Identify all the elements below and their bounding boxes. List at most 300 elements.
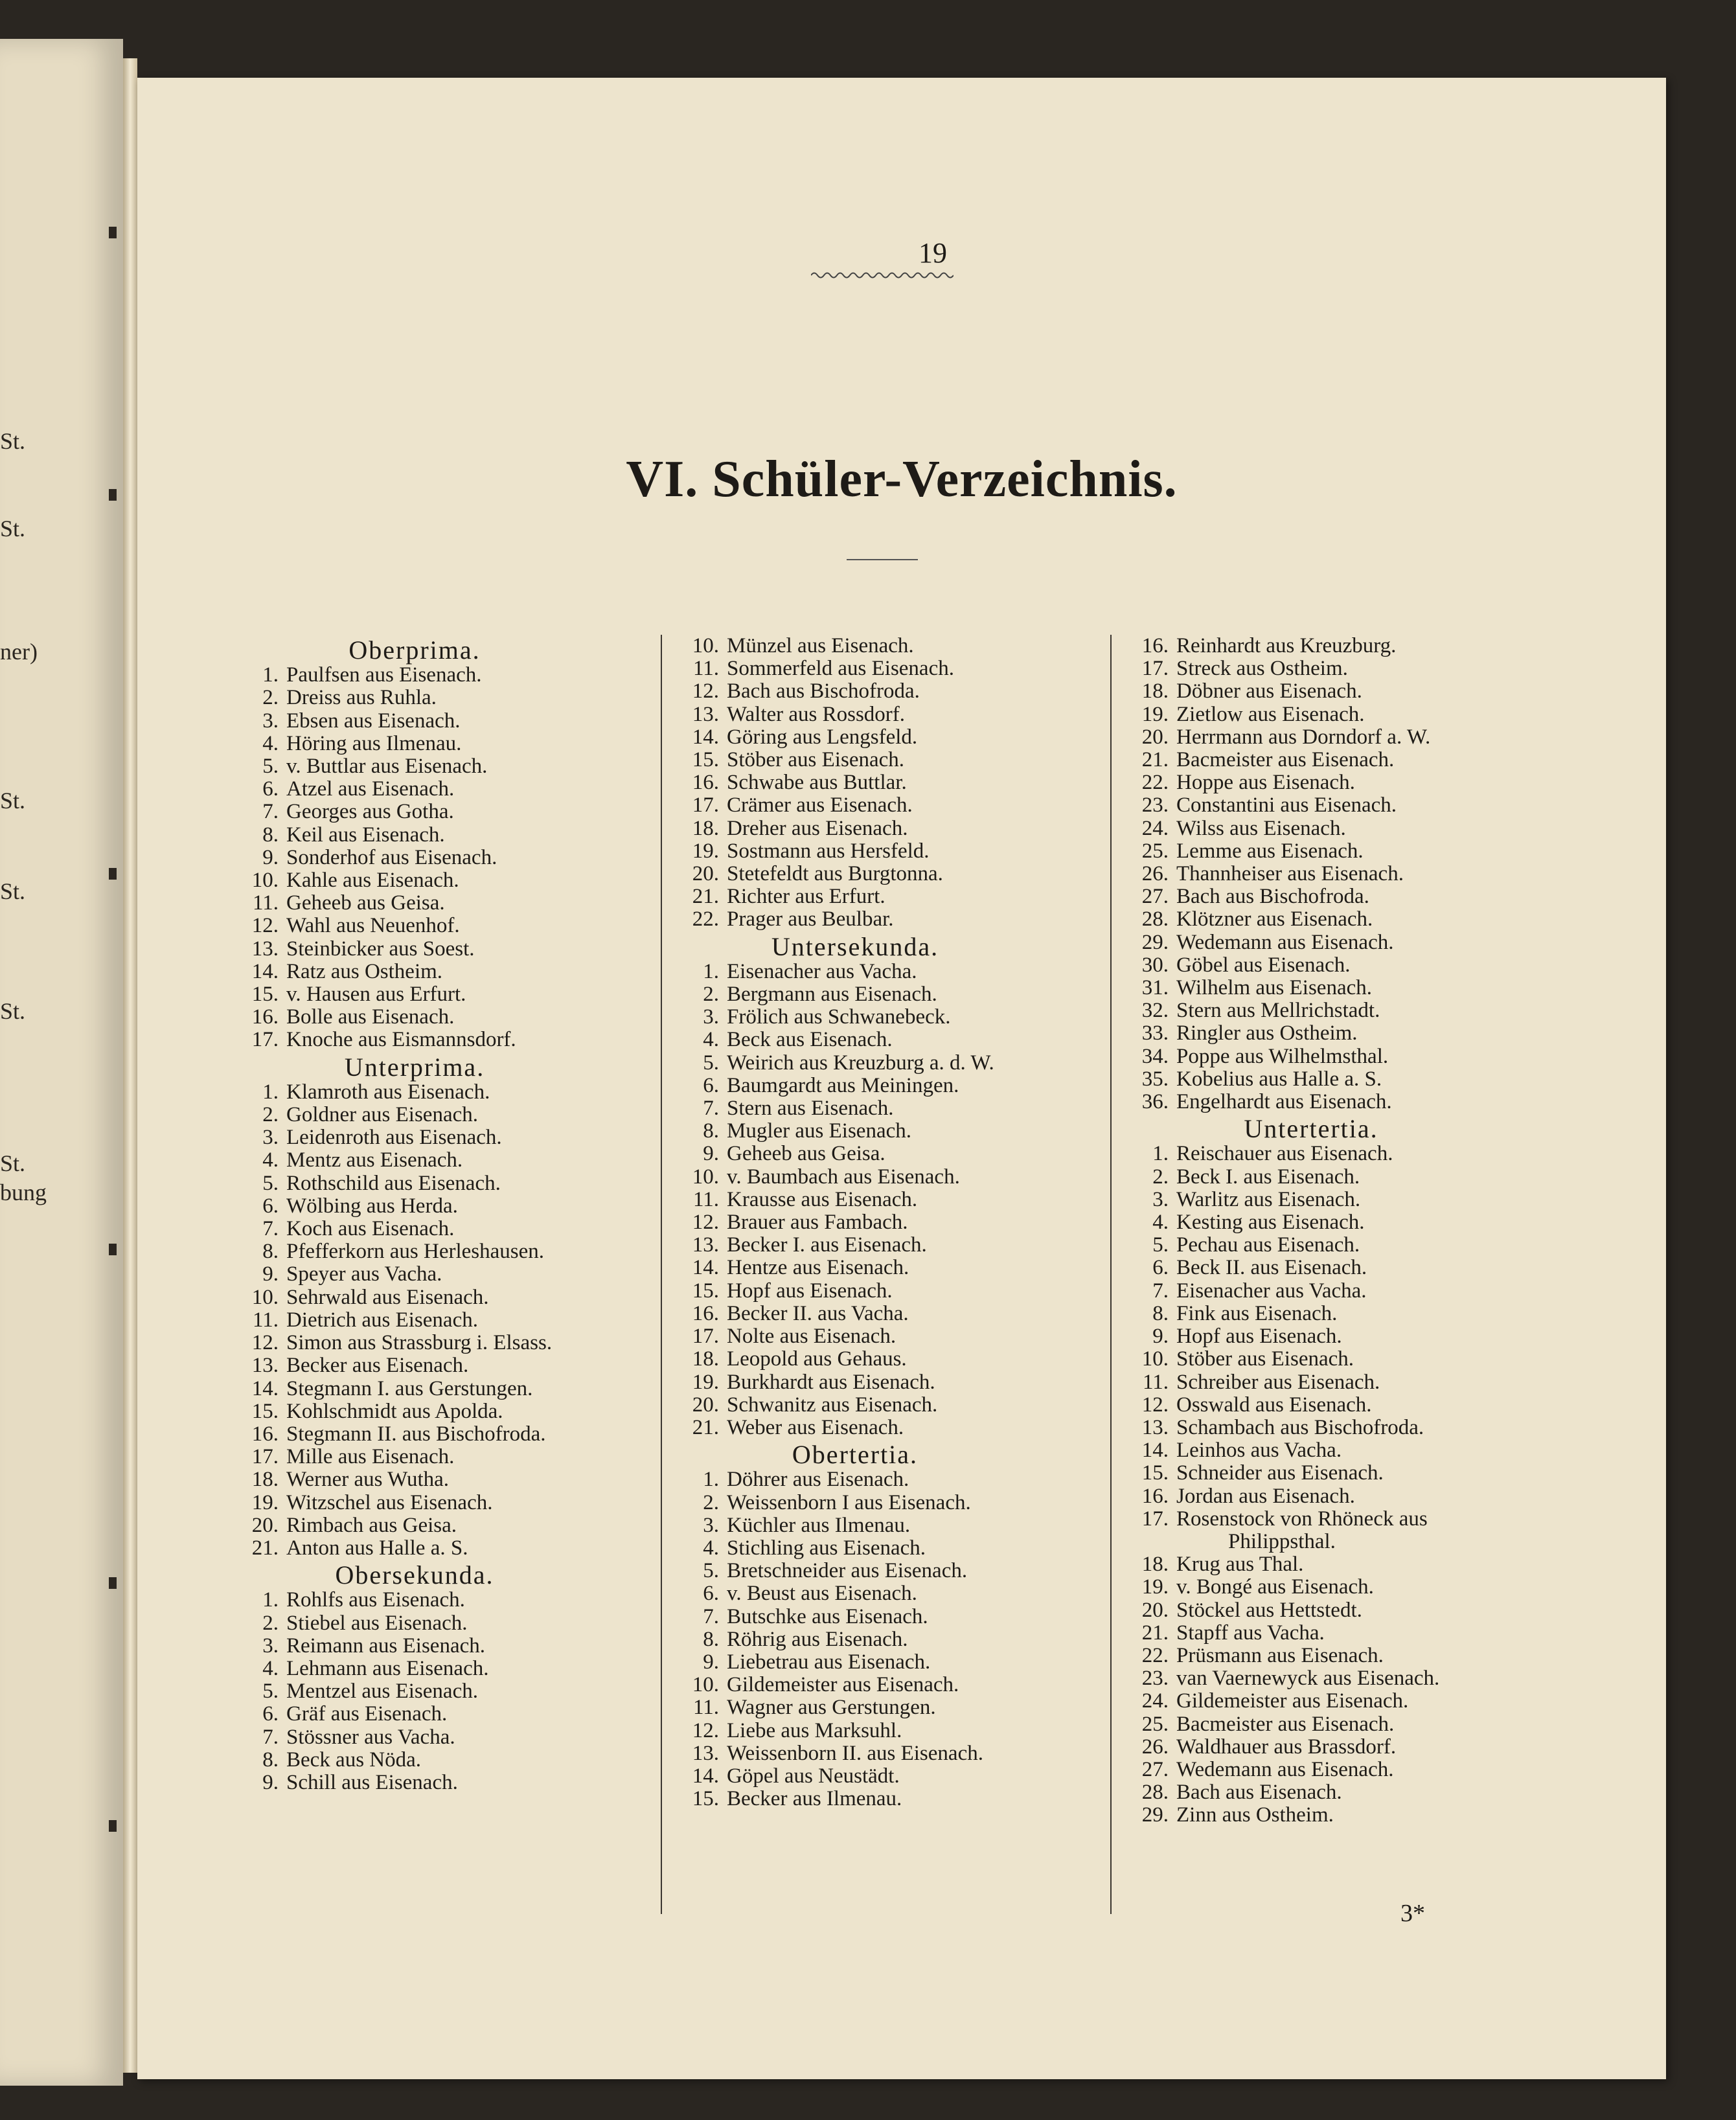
student-entry [1123,1690,1499,1713]
entry-number: 12. [692,1718,719,1742]
student-entry [233,1149,596,1172]
entry-name: Schreiber aus Eisenach. [1176,1370,1380,1394]
class-heading: Unterprima. [344,1052,485,1082]
student-list-column-2 [674,635,1036,1810]
entry-name: Baumgardt aus Meiningen. [727,1073,959,1097]
entry-number: 4. [262,1148,279,1172]
student-entry [1123,1045,1499,1068]
entry-number: 11. [692,657,719,681]
entry-number: 23. [1141,1667,1169,1691]
student-entry [1123,1394,1499,1417]
student-entry [674,1303,1036,1325]
student-entry [674,635,1036,657]
entry-number: 7. [262,800,279,824]
entry-number: 8. [703,1627,719,1651]
student-entry [674,961,1036,983]
entry-name: Kobelius aus Halle a. S. [1176,1067,1382,1091]
student-entry [233,687,596,709]
student-entry [1123,954,1499,977]
student-entry [233,1029,596,1051]
entry-number: 19. [692,1370,719,1394]
entry-name: Schwabe aus Buttlar. [727,771,907,795]
entry-number: 27. [1141,1757,1169,1781]
entry-name: Stöber aus Eisenach. [727,748,905,772]
entry-number: 9. [703,1142,719,1166]
entry-number: 5. [1152,1233,1169,1257]
decorative-wave-rule [811,271,954,280]
student-entry [1123,1348,1499,1371]
entry-name: Bach aus Bischofroda. [1176,885,1369,909]
student-entry [1123,726,1499,749]
entry-name: Schambach aus Bischofroda. [1176,1415,1424,1439]
margin-fragment: St. [0,1150,26,1176]
entry-number: 15. [1141,1461,1169,1485]
student-entry [233,1492,596,1514]
entry-name: Werner aus Wutha. [286,1468,450,1492]
entry-name: Leopold aus Gehaus. [727,1347,907,1371]
student-entry [674,1257,1036,1279]
class-heading: Untersekunda. [771,931,939,961]
entry-name: v. Buttlar aus Eisenach. [286,755,488,779]
entry-number: 8. [1152,1301,1169,1325]
entry-number: 16. [1141,1484,1169,1508]
student-entry [233,1446,596,1468]
student-entry [1123,1781,1499,1804]
entry-name: Eisenacher aus Vacha. [1176,1279,1367,1303]
binding-thread [109,1577,117,1589]
entry-number: 10. [692,634,719,657]
student-entry [674,1765,1036,1788]
entry-number: 21. [692,1415,719,1439]
student-entry [674,1696,1036,1719]
student-entry [233,1218,596,1240]
entry-name: Bergmann aus Eisenach. [727,983,937,1007]
entry-name: Jordan aus Eisenach. [1176,1484,1355,1508]
binding-thread [109,1244,117,1255]
entry-name: Gildemeister aus Eisenach. [727,1673,959,1697]
entry-name: Bach aus Bischofroda. [727,679,920,703]
entry-name: Walter aus Rossdorf. [727,702,906,726]
student-entry [233,1635,596,1658]
entry-number: 2. [262,1103,279,1127]
student-entry [233,1104,596,1126]
student-entry [674,1537,1036,1560]
entry-number: 6. [703,1582,719,1606]
entry-number: 3. [703,1513,719,1537]
entry-number: 7. [262,1217,279,1241]
student-entry [233,1263,596,1286]
student-entry [1123,1143,1499,1165]
entry-number: 20. [692,862,719,886]
entry-number: 12. [1141,1393,1169,1417]
student-entry [1123,1068,1499,1091]
entry-number: 20. [1141,1598,1169,1622]
entry-name: Herrmann aus Dorndorf a. W. [1176,725,1431,749]
student-entry [1123,1166,1499,1189]
entry-number: 36. [1141,1090,1169,1114]
entry-number: 1. [1152,1142,1169,1166]
entry-name: Schwanitz aus Eisenach. [727,1393,938,1417]
entry-name: Bacmeister aus Eisenach. [1176,748,1395,772]
entry-name: Bacmeister aus Eisenach. [1176,1712,1395,1736]
entry-number: 12. [692,679,719,703]
binding-thread [109,1820,117,1832]
class-heading: Oberprima. [348,635,481,665]
entry-number: 13. [251,1354,279,1378]
entry-name: Butschke aus Eisenach. [727,1604,928,1628]
entry-number: 21. [251,1536,279,1560]
entry-number: 5. [262,755,279,779]
student-entry [1123,931,1499,954]
entry-name: Rosenstock von Rhöneck aus [1176,1507,1428,1531]
entry-name: Kahle aus Eisenach. [286,869,459,893]
student-entry [1123,817,1499,840]
entry-number: 2. [262,1611,279,1635]
entry-name: Paulfsen aus Eisenach. [286,663,482,687]
student-entry [1123,1508,1499,1531]
student-entry [1123,1667,1499,1690]
class-heading: Obersekunda. [335,1560,494,1590]
student-entry [1123,908,1499,931]
student-entry [674,1143,1036,1165]
entry-name: Stern aus Mellrichstadt. [1176,999,1380,1023]
student-entry [674,1189,1036,1211]
student-entry [233,1680,596,1703]
entry-name: Ratz aus Ostheim. [286,959,443,983]
entry-number: 13. [692,1741,719,1765]
entry-name: Krug aus Thal. [1176,1553,1304,1577]
entry-name: Hopf aus Eisenach. [727,1279,893,1303]
entry-name: Osswald aus Eisenach. [1176,1393,1372,1417]
student-entry [1123,1713,1499,1736]
student-entry [1123,863,1499,885]
student-entry [674,1742,1036,1765]
entry-number: 26. [1141,862,1169,886]
entry-number: 22. [1141,1643,1169,1667]
entry-number: 28. [1141,1781,1169,1805]
entry-name: Höring aus Ilmenau. [286,731,462,755]
title-divider [847,559,918,560]
margin-fragment: St. [0,878,26,904]
student-entry [233,1378,596,1400]
entry-number: 3. [262,1126,279,1150]
student-entry [674,1394,1036,1417]
student-entry [1123,1553,1499,1576]
entry-number: 8. [262,823,279,847]
student-entry [674,885,1036,908]
entry-number: 5. [262,1680,279,1704]
entry-name: Georges aus Gotha. [286,800,454,824]
entry-name: Münzel aus Eisenach. [727,634,914,657]
entry-number: 28. [1141,907,1169,931]
student-entry [674,1674,1036,1696]
student-entry [233,1006,596,1029]
entry-number: 15. [692,1279,719,1303]
entry-name: Anton aus Halle a. S. [286,1536,468,1560]
entry-name: Constantini aus Eisenach. [1176,793,1397,817]
student-entry [1123,1645,1499,1667]
entry-number: 17. [692,1325,719,1349]
entry-number: 11. [692,1187,719,1211]
entry-number: 2. [1152,1165,1169,1189]
entry-number: 19. [251,1490,279,1514]
entry-number: 3. [262,709,279,733]
student-entry [674,703,1036,726]
column-divider [661,635,662,1914]
student-entry [233,1423,596,1446]
entry-name: Rothschild aus Eisenach. [286,1171,501,1195]
student-entry [233,1658,596,1680]
entry-number: 12. [251,1331,279,1355]
entry-number: 8. [262,1240,279,1264]
entry-name: Goldner aus Eisenach. [286,1103,478,1127]
student-entry [674,1492,1036,1514]
student-entry [233,1589,596,1612]
student-entry [674,1120,1036,1143]
entry-name: Krausse aus Eisenach. [727,1187,918,1211]
student-entry [1123,1022,1499,1045]
student-entry [1123,657,1499,680]
entry-number: 7. [262,1725,279,1749]
entry-number: 14. [1141,1439,1169,1463]
entry-number: 21. [692,885,719,909]
student-entry [674,771,1036,794]
student-entry [674,1371,1036,1394]
entry-number: 11. [252,891,279,915]
entry-number: 27. [1141,885,1169,909]
entry-number: 13. [1141,1415,1169,1439]
entry-name: Frölich aus Schwanebeck. [727,1005,951,1029]
entry-name: Becker aus Ilmenau. [727,1787,902,1811]
entry-number: 24. [1141,816,1169,840]
entry-number: 1. [703,1468,719,1492]
entry-name: Thannheiser aus Eisenach. [1176,862,1404,886]
entry-name: Koch aus Eisenach. [286,1217,455,1241]
entry-name: Crämer aus Eisenach. [727,793,913,817]
student-entry [233,1726,596,1749]
entry-name: Wahl aus Neuenhof. [286,914,460,938]
student-entry [233,1081,596,1104]
entry-name: Dietrich aus Eisenach. [286,1308,478,1332]
entry-name: Geheeb aus Geisa. [286,891,445,915]
entry-number: 16. [251,1005,279,1029]
entry-name: Simon aus Strassburg i. Elsass. [286,1331,553,1355]
entry-name: Stetefeldt aus Burgtonna. [727,862,943,886]
entry-name: Sonderhof aus Eisenach. [286,845,497,869]
entry-number: 12. [251,914,279,938]
entry-name: Eisenacher aus Vacha. [727,959,917,983]
student-entry [233,1468,596,1491]
entry-number: 7. [703,1097,719,1121]
entry-name: Liebe aus Marksuhl. [727,1718,902,1742]
entry-number: 34. [1141,1044,1169,1068]
entry-number: 17. [251,1028,279,1052]
entry-name: Beck I. aus Eisenach. [1176,1165,1360,1189]
entry-name: Beck aus Nöda. [286,1748,422,1772]
entry-number: 5. [262,1171,279,1195]
entry-number: 18. [692,816,719,840]
entry-name: Stössner aus Vacha. [286,1725,455,1749]
student-entry [233,983,596,1006]
entry-number: 11. [692,1696,719,1720]
entry-name: Geheeb aus Geisa. [727,1142,885,1166]
entry-name: Zietlow aus Eisenach. [1176,702,1365,726]
student-entry [233,961,596,983]
entry-name: Speyer aus Vacha. [286,1262,442,1286]
student-entry [1123,1325,1499,1348]
student-entry [233,664,596,687]
entry-number: 8. [703,1119,719,1143]
student-entry [233,1537,596,1560]
student-entry [674,1325,1036,1348]
entry-number: 20. [251,1513,279,1537]
student-entry [1123,1091,1499,1113]
student-entry [674,1514,1036,1537]
student-entry [674,1280,1036,1303]
entry-number: 1. [262,1588,279,1612]
entry-name: Pechau aus Eisenach. [1176,1233,1360,1257]
entry-name: Stegmann I. aus Gerstungen. [286,1376,533,1400]
student-entry [674,726,1036,749]
page-title: VI. Schüler-Verzeichnis. [626,451,1178,508]
entry-name: Sommerfeld aus Eisenach. [727,657,954,681]
margin-fragment: St. [0,788,26,814]
entry-number: 10. [1141,1347,1169,1371]
student-entry [233,915,596,937]
entry-number: 9. [1152,1325,1169,1349]
entry-number: 22. [692,907,719,931]
student-entry [674,1348,1036,1371]
entry-number: 21. [1141,1621,1169,1645]
entry-number: 35. [1141,1067,1169,1091]
entry-name: Wilhelm aus Eisenach. [1176,976,1372,1000]
entry-number: 9. [262,1770,279,1794]
student-entry [1123,1804,1499,1827]
entry-number: 16. [692,1301,719,1325]
entry-number: 20. [1141,725,1169,749]
student-entry [233,755,596,778]
student-entry [233,1514,596,1537]
student-entry [1123,1257,1499,1279]
student-entry [233,938,596,961]
entry-name: Steinbicker aus Soest. [286,937,475,961]
student-entry [674,1029,1036,1051]
student-entry [1123,771,1499,794]
entry-name: Küchler aus Ilmenau. [727,1513,911,1537]
student-entry [674,1006,1036,1029]
entry-number: 14. [692,1764,719,1788]
entry-number: 32. [1141,999,1169,1023]
entry-number: 17. [1141,657,1169,681]
entry-number: 29. [1141,930,1169,954]
entry-name: Reinhardt aus Kreuzburg. [1176,634,1397,657]
entry-number: 26. [1141,1735,1169,1759]
entry-number: 18. [1141,1553,1169,1577]
entry-number: 6. [262,777,279,801]
entry-number: 1. [703,959,719,983]
entry-number: 2. [703,1490,719,1514]
entry-number: 30. [1141,953,1169,977]
entry-number: 6. [262,1702,279,1726]
entry-name: Knoche aus Eismannsdorf. [286,1028,516,1052]
class-heading: Untertertia. [1244,1114,1378,1144]
student-entry [674,1651,1036,1674]
student-entry [233,1703,596,1726]
entry-name: Nolte aus Eisenach. [727,1325,897,1349]
entry-name: Brauer aus Fambach. [727,1211,908,1235]
entry-name: Stern aus Eisenach. [727,1097,894,1121]
student-entry [1123,1417,1499,1439]
entry-name: Hoppe aus Eisenach. [1176,771,1355,795]
entry-number: 13. [692,1233,719,1257]
entry-number: 18. [251,1468,279,1492]
entry-name: v. Hausen aus Erfurt. [286,983,466,1007]
entry-name: Schneider aus Eisenach. [1176,1461,1384,1485]
entry-number: 5. [703,1051,719,1075]
student-entry [674,908,1036,931]
entry-number: 16. [1141,634,1169,657]
entry-name: van Vaernewyck aus Eisenach. [1176,1667,1440,1691]
entry-number: 29. [1141,1803,1169,1827]
entry-name: Sostmann aus Hersfeld. [727,839,930,863]
page-number: 19 [919,237,947,269]
entry-number: 18. [1141,679,1169,703]
entry-name: Stöber aus Eisenach. [1176,1347,1354,1371]
entry-number: 14. [251,1376,279,1400]
entry-number: 9. [262,1262,279,1286]
student-entry [233,847,596,869]
entry-name: Hopf aus Eisenach. [1176,1325,1342,1349]
student-entry [1123,1211,1499,1234]
student-entry [233,1772,596,1794]
entry-name: Burkhardt aus Eisenach. [727,1370,935,1394]
entry-number: 10. [692,1165,719,1189]
entry-name: Sehrwald aus Eisenach. [286,1285,489,1309]
student-entry [1123,1234,1499,1257]
entry-name: Lemme aus Eisenach. [1176,839,1364,863]
student-entry [674,1052,1036,1075]
document-page [137,78,1666,2079]
entry-name: Engelhardt aus Eisenach. [1176,1090,1392,1114]
signature-mark: 3* [1400,1900,1425,1927]
entry-name: Witzschel aus Eisenach. [286,1490,493,1514]
student-entry [233,1309,596,1332]
entry-number: 3. [703,1005,719,1029]
entry-name: Liebetrau aus Eisenach. [727,1650,931,1674]
entry-name: Beck II. aus Eisenach. [1176,1256,1367,1280]
entry-name: Becker II. aus Vacha. [727,1301,909,1325]
student-entry [233,892,596,915]
entry-name: Weber aus Eisenach. [727,1415,904,1439]
student-entry [674,817,1036,840]
student-list-column-3 [1123,635,1499,1827]
entry-name: Döbner aus Eisenach. [1176,679,1362,703]
entry-name: Dreher aus Eisenach. [727,816,908,840]
entry-name: Wilss aus Eisenach. [1176,816,1346,840]
class-heading: Obertertia. [792,1440,919,1470]
entry-name: Dreiss aus Ruhla. [286,686,437,710]
entry-name: Mentzel aus Eisenach. [286,1680,478,1704]
book-spine [123,58,137,2073]
entry-name: Atzel aus Eisenach. [286,777,455,801]
student-entry [674,1234,1036,1257]
student-entry [1123,1759,1499,1781]
entry-number: 18. [692,1347,719,1371]
entry-number: 13. [251,937,279,961]
entry-number: 13. [692,702,719,726]
entry-name: Göbel aus Eisenach. [1176,953,1351,977]
student-entry [233,1172,596,1195]
